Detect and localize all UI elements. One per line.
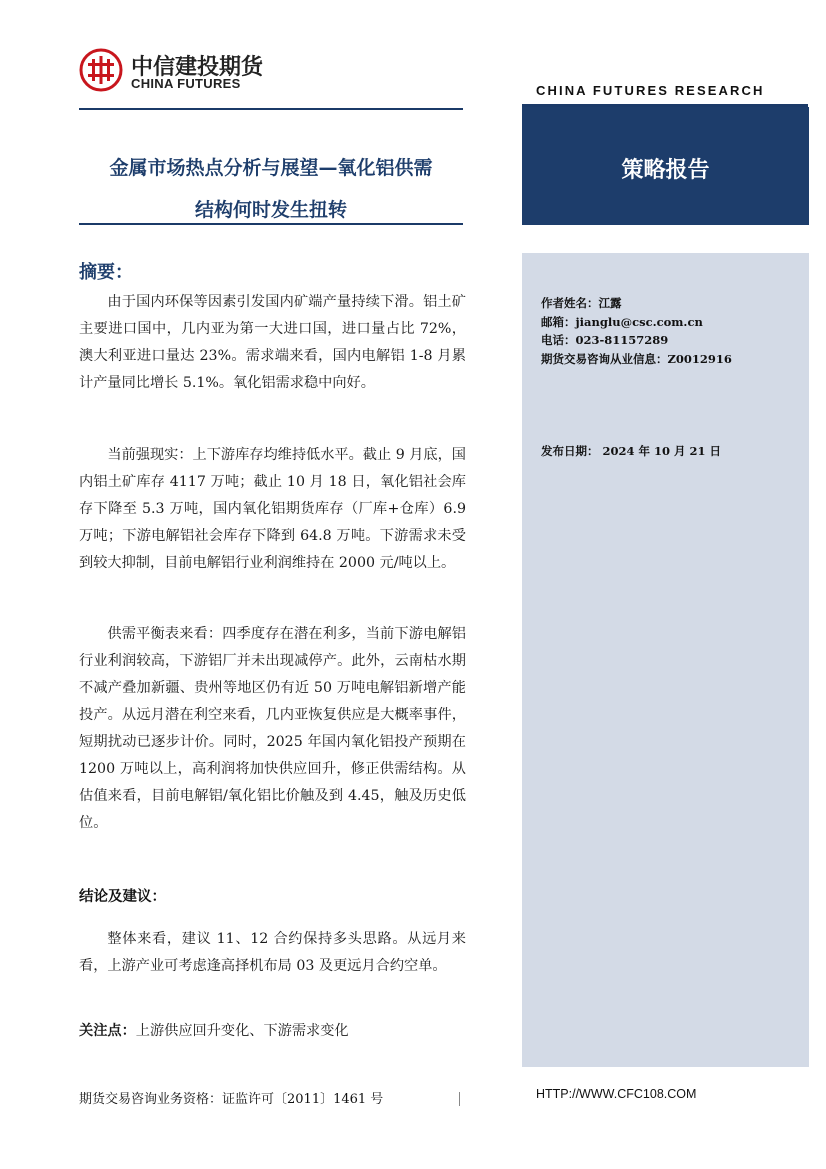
publish-date: 发布日期： 2024 年 10 月 21 日 (541, 444, 722, 458)
abstract-paragraph: 供需平衡表来看：四季度存在潜在利多，当前下游电解铝行业利润较高，下游铝厂并未出现减停产。此外，云南枯水期不减产叠加新疆、贵州等地区仍有近 50 万吨电解铝新增产能投产。从远月潜在利空来看，几内亚恢复供应是大概率事件，短期扰动已逐步计价。同时，2025 年国内氧化铝投产预期在 1200 万吨以上，高利润将加快供应回升，修正供需结构。从估值来看，目前电解铝/氧化铝比价触及到 4.45，触及历史低位。 (79, 626, 466, 831)
footer-url[interactable]: HTTP://WWW.CFC108.COM (536, 1087, 697, 1101)
author-license: 期货交易咨询从业信息：Z0012916 (541, 351, 732, 366)
page-title (79, 147, 463, 231)
brand-name-cn: 中信建投期货 (131, 55, 264, 80)
conclusion-paragraph: 整体来看，建议 11、12 合约保持多头思路。从远月来看，上游产业可考虑逢高择机布局 03 及更远月合约空单。 (79, 931, 466, 974)
footer-separator (459, 1092, 467, 1106)
abstract-heading: 摘要： (79, 262, 133, 283)
brand-name-en: CHINA FUTURES (131, 76, 241, 91)
research-label: CHINA FUTURES RESEARCH (536, 83, 765, 98)
conclusion-heading: 结论及建议： (79, 888, 166, 905)
focus-label: 关注点： (79, 1023, 136, 1039)
abstract-paragraph: 由于国内环保等因素引发国内矿端产量持续下滑。铝土矿主要进口国中，几内亚为第一大进口国，进口量占比 72%，澳大利亚进口量达 23%。需求端来看，国内电解铝 1-8 月累计产量同比增长 5.1%。氧化铝需求稳中向好。 (79, 294, 466, 391)
report-type: 策略报告 (621, 158, 710, 183)
citic-logo-icon (79, 48, 123, 92)
author-email: 邮箱：jianglu@csc.com.cn (541, 314, 703, 329)
author-info (541, 294, 732, 368)
title-line-1: 金属市场热点分析与展望—氧化铝供需 (109, 157, 433, 179)
report-type-band (522, 107, 809, 225)
focus-points (79, 1020, 349, 1040)
header-divider (79, 108, 463, 110)
title-line-2: 结构何时发生扭转 (194, 199, 347, 221)
author-panel (522, 253, 809, 1067)
abstract-paragraph: 当前强现实：上下游库存均维持低水平。截止 9 月底，国内铝土矿库存 4117 万吨；截止 10 月 18 日，氧化铝社会库存下降至 5.3 万吨，国内氧化铝期货库存（厂库+仓库）6.9 万吨；下游电解铝社会库存下降到 64.8 万吨。下游需求未受到较大抑制，目前电解铝行业利润维持在 2000 元/吨以上。 (79, 447, 466, 571)
company-logo (79, 48, 289, 94)
author-phone: 电话：023-81157289 (541, 333, 669, 347)
focus-text: 上游供应回升变化、下游需求变化 (135, 1023, 349, 1039)
author-name: 作者姓名：江露 (541, 296, 622, 310)
title-divider (79, 223, 463, 225)
footer-license: 期货交易咨询业务资格：证监许可〔2011〕1461 号 (79, 1092, 384, 1107)
